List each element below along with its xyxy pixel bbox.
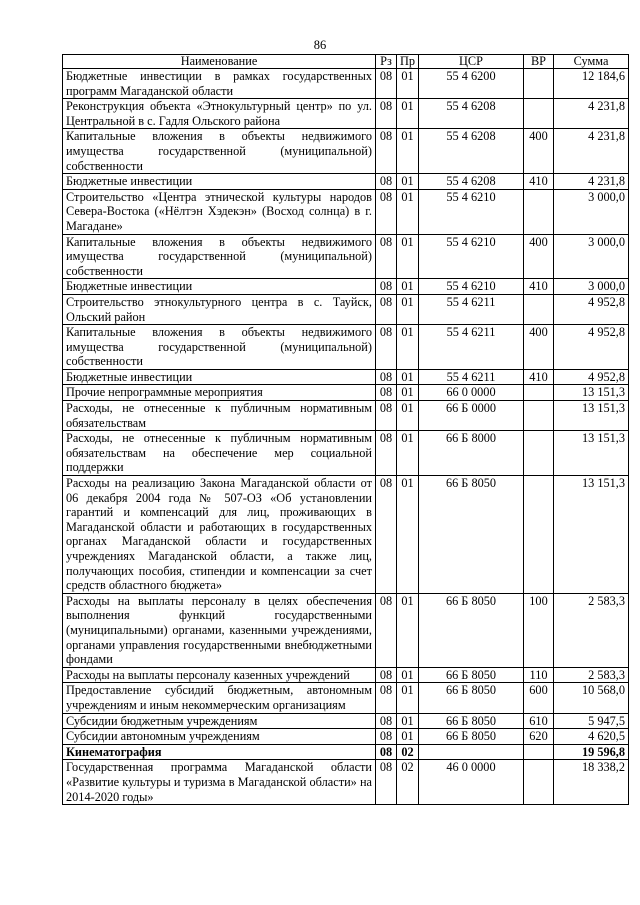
table-row (63, 69, 629, 99)
table-row (63, 129, 629, 174)
cell-pr: 01 (397, 683, 419, 713)
cell-rz: 08 (376, 401, 397, 431)
cell-sum: 4 952,8 (554, 369, 629, 385)
cell-csr: 66 Б 0000 (419, 401, 524, 431)
cell-csr (419, 744, 524, 760)
cell-vr: 620 (524, 729, 554, 745)
cell-name: Предоставление субсидий бюджетным, автономным учреждениям и иным некоммерческим организациям (63, 683, 376, 713)
cell-rz: 08 (376, 760, 397, 805)
cell-rz: 08 (376, 189, 397, 234)
table-row (63, 385, 629, 401)
cell-name: Расходы на выплаты персоналу казенных учреждений (63, 667, 376, 683)
column-header-rz: Рз (376, 55, 397, 69)
cell-vr: 410 (524, 174, 554, 190)
cell-vr: 600 (524, 683, 554, 713)
cell-pr: 01 (397, 431, 419, 476)
cell-name: Прочие непрограммные мероприятия (63, 385, 376, 401)
cell-name: Строительство «Центра этнической культуры народов Севера-Востока («Нёлтэн Хэдекэн» (Восход солнца) в г. Магадане» (63, 189, 376, 234)
cell-sum: 10 568,0 (554, 683, 629, 713)
cell-name: Расходы на выплаты персоналу в целях обеспечения выполнения функций государственными (муниципальными) органами, казенными учреждениями, органами управления государственными внебюджетными фондами (63, 593, 376, 667)
cell-csr: 55 4 6211 (419, 369, 524, 385)
cell-pr: 01 (397, 476, 419, 594)
cell-sum: 4 231,8 (554, 174, 629, 190)
cell-vr: 400 (524, 325, 554, 370)
cell-name: Кинематография (63, 744, 376, 760)
cell-csr: 66 Б 8050 (419, 729, 524, 745)
cell-csr: 55 4 6200 (419, 69, 524, 99)
cell-vr (524, 189, 554, 234)
cell-vr: 100 (524, 593, 554, 667)
budget-table (62, 54, 629, 805)
cell-sum: 4 620,5 (554, 729, 629, 745)
table-row (63, 713, 629, 729)
cell-vr: 610 (524, 713, 554, 729)
cell-pr: 01 (397, 174, 419, 190)
column-header-vr: ВР (524, 55, 554, 69)
cell-vr: 410 (524, 279, 554, 295)
cell-rz: 08 (376, 294, 397, 324)
cell-vr: 400 (524, 234, 554, 279)
cell-rz: 08 (376, 667, 397, 683)
cell-sum: 2 583,3 (554, 593, 629, 667)
cell-sum: 3 000,0 (554, 279, 629, 295)
cell-rz: 08 (376, 713, 397, 729)
table-row (63, 189, 629, 234)
cell-name: Бюджетные инвестиции в рамках государственных программ Магаданской области (63, 69, 376, 99)
cell-vr (524, 99, 554, 129)
cell-vr: 110 (524, 667, 554, 683)
cell-sum: 4 952,8 (554, 325, 629, 370)
cell-sum: 13 151,3 (554, 385, 629, 401)
cell-vr (524, 431, 554, 476)
cell-csr: 55 4 6210 (419, 279, 524, 295)
cell-pr: 01 (397, 234, 419, 279)
cell-name: Расходы, не отнесенные к публичным нормативным обязательствам на обеспечение мер социальной поддержки (63, 431, 376, 476)
cell-rz: 08 (376, 129, 397, 174)
cell-sum: 13 151,3 (554, 401, 629, 431)
cell-pr: 01 (397, 385, 419, 401)
cell-rz: 08 (376, 431, 397, 476)
cell-csr: 55 4 6211 (419, 325, 524, 370)
table-row (63, 744, 629, 760)
cell-csr: 46 0 0000 (419, 760, 524, 805)
cell-sum: 13 151,3 (554, 431, 629, 476)
cell-rz: 08 (376, 69, 397, 99)
table-row (63, 476, 629, 594)
cell-sum: 18 338,2 (554, 760, 629, 805)
cell-rz: 08 (376, 729, 397, 745)
cell-sum: 19 596,8 (554, 744, 629, 760)
cell-csr: 55 4 6211 (419, 294, 524, 324)
column-header-pr: Пр (397, 55, 419, 69)
cell-name: Бюджетные инвестиции (63, 279, 376, 295)
cell-csr: 66 Б 8050 (419, 476, 524, 594)
cell-pr: 01 (397, 189, 419, 234)
column-header-sum: Сумма (554, 55, 629, 69)
cell-vr (524, 294, 554, 324)
cell-csr: 55 4 6208 (419, 174, 524, 190)
cell-sum: 2 583,3 (554, 667, 629, 683)
cell-rz: 08 (376, 385, 397, 401)
column-header-csr: ЦСР (419, 55, 524, 69)
cell-name: Субсидии бюджетным учреждениям (63, 713, 376, 729)
cell-pr: 01 (397, 713, 419, 729)
cell-rz: 08 (376, 476, 397, 594)
cell-sum: 4 952,8 (554, 294, 629, 324)
table-row (63, 593, 629, 667)
cell-csr: 66 Б 8050 (419, 593, 524, 667)
cell-vr (524, 69, 554, 99)
cell-pr: 01 (397, 294, 419, 324)
table-row (63, 234, 629, 279)
cell-name: Строительство этнокультурного центра в с. Тауйск, Ольский район (63, 294, 376, 324)
cell-csr: 66 Б 8050 (419, 683, 524, 713)
cell-name: Расходы на реализацию Закона Магаданской области от 06 декабря 2004 года № 507-ОЗ «Об установлении гарантий и компенсаций для лиц, проживающих в Магаданской области и работающих в государственных органах Магаданской области и государственных учреждениях Магаданской области, а также лиц, получающих пособия, стипендии и компенсации за счет средств областного бюджета» (63, 476, 376, 594)
cell-name: Расходы, не отнесенные к публичным нормативным обязательствам (63, 401, 376, 431)
cell-pr: 01 (397, 99, 419, 129)
cell-vr (524, 744, 554, 760)
cell-csr: 55 4 6210 (419, 189, 524, 234)
cell-name: Капитальные вложения в объекты недвижимого имущества государственной (муниципальной) собственности (63, 129, 376, 174)
cell-name: Реконструкция объекта «Этнокультурный центр» по ул. Центральной в с. Гадля Ольского района (63, 99, 376, 129)
cell-sum: 3 000,0 (554, 234, 629, 279)
cell-rz: 08 (376, 279, 397, 295)
cell-pr: 01 (397, 593, 419, 667)
table-row (63, 683, 629, 713)
table-row (63, 325, 629, 370)
cell-csr: 55 4 6208 (419, 129, 524, 174)
cell-sum: 4 231,8 (554, 129, 629, 174)
cell-name: Капитальные вложения в объекты недвижимого имущества государственной (муниципальной) собственности (63, 234, 376, 279)
cell-vr: 410 (524, 369, 554, 385)
cell-rz: 08 (376, 369, 397, 385)
cell-vr (524, 476, 554, 594)
table-row (63, 401, 629, 431)
cell-pr: 01 (397, 279, 419, 295)
cell-rz: 08 (376, 744, 397, 760)
cell-pr: 02 (397, 760, 419, 805)
cell-rz: 08 (376, 99, 397, 129)
cell-rz: 08 (376, 174, 397, 190)
table-row (63, 99, 629, 129)
cell-csr: 55 4 6210 (419, 234, 524, 279)
cell-pr: 01 (397, 401, 419, 431)
table-row (63, 369, 629, 385)
table-body (63, 69, 629, 805)
cell-name: Бюджетные инвестиции (63, 174, 376, 190)
cell-sum: 4 231,8 (554, 99, 629, 129)
cell-pr: 01 (397, 729, 419, 745)
cell-csr: 66 Б 8050 (419, 667, 524, 683)
column-header-name: Наименование (63, 55, 376, 69)
table-row (63, 667, 629, 683)
cell-sum: 12 184,6 (554, 69, 629, 99)
cell-rz: 08 (376, 234, 397, 279)
cell-sum: 3 000,0 (554, 189, 629, 234)
table-row (63, 279, 629, 295)
table-row (63, 431, 629, 476)
cell-name: Субсидии автономным учреждениям (63, 729, 376, 745)
cell-name: Государственная программа Магаданской области «Развитие культуры и туризма в Магаданской области» на 2014-2020 годы» (63, 760, 376, 805)
cell-vr (524, 401, 554, 431)
cell-pr: 02 (397, 744, 419, 760)
cell-rz: 08 (376, 325, 397, 370)
table-header-row (63, 55, 629, 69)
cell-rz: 08 (376, 683, 397, 713)
cell-vr: 400 (524, 129, 554, 174)
cell-name: Капитальные вложения в объекты недвижимого имущества государственной (муниципальной) собственности (63, 325, 376, 370)
table-row (63, 174, 629, 190)
cell-rz: 08 (376, 593, 397, 667)
cell-pr: 01 (397, 667, 419, 683)
cell-pr: 01 (397, 69, 419, 99)
cell-pr: 01 (397, 369, 419, 385)
cell-pr: 01 (397, 129, 419, 174)
table-row (63, 729, 629, 745)
cell-vr (524, 760, 554, 805)
cell-csr: 66 Б 8050 (419, 713, 524, 729)
cell-name: Бюджетные инвестиции (63, 369, 376, 385)
cell-csr: 66 Б 8000 (419, 431, 524, 476)
cell-csr: 66 0 0000 (419, 385, 524, 401)
table-row (63, 294, 629, 324)
cell-sum: 5 947,5 (554, 713, 629, 729)
cell-pr: 01 (397, 325, 419, 370)
cell-csr: 55 4 6208 (419, 99, 524, 129)
cell-vr (524, 385, 554, 401)
table-row (63, 760, 629, 805)
cell-sum: 13 151,3 (554, 476, 629, 594)
page-number: 86 (313, 38, 327, 52)
